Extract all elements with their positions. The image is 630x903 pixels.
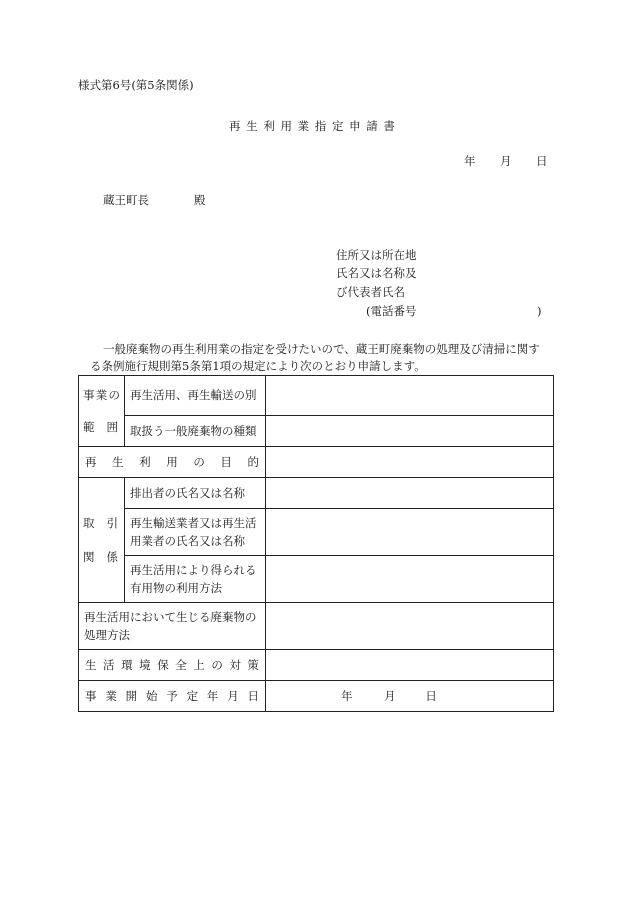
start-date-label-char: 日 bbox=[247, 688, 259, 703]
waste-disposal-line2: 処理方法 bbox=[84, 628, 130, 642]
waste-disposal-label bbox=[79, 603, 266, 650]
scope-label-char: の bbox=[108, 387, 120, 402]
start-date-label-char: 業 bbox=[105, 688, 117, 703]
purpose-label bbox=[79, 447, 266, 478]
start-date-label-char: 開 bbox=[125, 688, 138, 703]
scope-item-1: 再生活用、再生輸送の別 bbox=[125, 376, 266, 416]
scope-item-2-field[interactable] bbox=[266, 416, 554, 447]
document-title-char: 定 bbox=[331, 119, 344, 133]
start-year-label: 年 bbox=[341, 688, 353, 703]
purpose-label-char: 生 bbox=[112, 454, 124, 469]
document-title-char: 生 bbox=[246, 119, 258, 133]
transaction-label-char: 関 bbox=[83, 550, 95, 564]
env-measures-label-char: 対 bbox=[229, 657, 241, 672]
scope-label-char: 囲 bbox=[106, 420, 118, 434]
date-year-label: 年 bbox=[464, 154, 476, 168]
env-measures-label-char: 策 bbox=[247, 657, 259, 672]
transaction-item-3-field[interactable] bbox=[266, 556, 554, 603]
honorific: 殿 bbox=[194, 193, 206, 207]
start-date-label bbox=[79, 681, 266, 712]
document-title bbox=[229, 121, 395, 133]
address-label: 住所又は所在地 bbox=[336, 248, 417, 262]
purpose-label-char: 目 bbox=[220, 454, 232, 469]
scope-item-1-field[interactable] bbox=[266, 376, 554, 416]
start-date-label-char: 始 bbox=[145, 688, 158, 703]
document-title-char: 請 bbox=[366, 119, 378, 133]
addressee: 蔵王町長 bbox=[103, 193, 149, 207]
scope-item-2: 取扱う一般廃棄物の種類 bbox=[125, 416, 266, 447]
waste-disposal-line1: 再生活用において生じる廃棄物の bbox=[84, 609, 257, 624]
env-measures-field[interactable] bbox=[266, 650, 554, 681]
document-title-char: 申 bbox=[349, 119, 361, 133]
document-title-char: 用 bbox=[280, 119, 292, 133]
document-title-char: 再 bbox=[229, 119, 241, 133]
purpose-label-char: の bbox=[193, 454, 205, 469]
env-measures-label-char: 活 bbox=[103, 657, 115, 672]
transaction-item-1-field[interactable] bbox=[266, 478, 554, 509]
transaction-item-2-line2: 用業者の氏名又は名称 bbox=[130, 534, 245, 548]
date-month-label: 月 bbox=[500, 154, 512, 168]
document-title-char: 指 bbox=[314, 119, 327, 133]
transaction-item-2-line1: 再生輸送業者又は再生活 bbox=[130, 515, 257, 530]
document-title-char: 書 bbox=[383, 119, 395, 133]
application-table bbox=[78, 375, 554, 712]
env-measures-label-char: 上 bbox=[193, 657, 205, 672]
start-date-label-char: 事 bbox=[85, 688, 97, 703]
transaction-item-3-line1: 再生活用により得られる bbox=[130, 562, 257, 577]
env-measures-label-char: の bbox=[211, 657, 223, 672]
document-title-char: 業 bbox=[297, 119, 310, 133]
purpose-label-char: 用 bbox=[166, 454, 178, 469]
date-day-label: 日 bbox=[536, 154, 548, 168]
start-date-label-char: 予 bbox=[166, 688, 178, 703]
start-day-label: 日 bbox=[425, 688, 437, 703]
env-measures-label-char: 保 bbox=[157, 657, 169, 672]
name-label-line2: び代表者氏名 bbox=[336, 285, 405, 299]
transaction-label bbox=[79, 478, 125, 603]
transaction-item-3-line2: 有用物の利用方法 bbox=[130, 581, 222, 595]
scope-label bbox=[79, 376, 125, 447]
start-date-label-char: 定 bbox=[186, 688, 199, 703]
transaction-label-char: 取 bbox=[83, 515, 95, 530]
transaction-label-char: 係 bbox=[106, 550, 118, 564]
name-label-line1: 氏名又は名称及 bbox=[336, 266, 417, 280]
document-title-char: 利 bbox=[263, 119, 275, 133]
purpose-field[interactable] bbox=[266, 447, 554, 478]
phone-open: (電話番号 bbox=[366, 304, 417, 318]
start-date-field[interactable] bbox=[266, 681, 554, 712]
purpose-label-char: 的 bbox=[247, 454, 259, 469]
body-line-1: 一般廃棄物の再生利用業の指定を受けたいので、蔵王町廃棄物の処理及び清掃に関す bbox=[103, 342, 540, 356]
purpose-label-char: 利 bbox=[139, 454, 151, 469]
env-measures-label-char: 環 bbox=[121, 657, 133, 672]
scope-label-char: 範 bbox=[83, 420, 95, 434]
body-line-2: る条例施行規則第5条第1項の規定により次のとおり申請します。 bbox=[90, 359, 426, 373]
transaction-label-char: 引 bbox=[106, 515, 118, 530]
env-measures-label bbox=[79, 650, 266, 681]
phone-close: ) bbox=[537, 304, 542, 318]
purpose-label-char: 再 bbox=[85, 454, 97, 469]
start-date-label-char: 月 bbox=[227, 688, 239, 703]
env-measures-label-char: 全 bbox=[175, 657, 187, 672]
form-number: 様式第6号(第5条関係) bbox=[78, 78, 194, 92]
start-date-label-char: 年 bbox=[206, 688, 219, 703]
start-month-label: 月 bbox=[384, 688, 396, 703]
env-measures-label-char: 境 bbox=[139, 657, 151, 672]
scope-label-char: 業 bbox=[95, 387, 108, 402]
transaction-item-3 bbox=[125, 556, 266, 603]
env-measures-label-char: 生 bbox=[85, 657, 97, 672]
transaction-item-1: 排出者の氏名又は名称 bbox=[125, 478, 266, 509]
transaction-item-2-field[interactable] bbox=[266, 509, 554, 556]
transaction-item-2 bbox=[125, 509, 266, 556]
waste-disposal-field[interactable] bbox=[266, 603, 554, 650]
scope-label-char: 事 bbox=[83, 387, 95, 402]
